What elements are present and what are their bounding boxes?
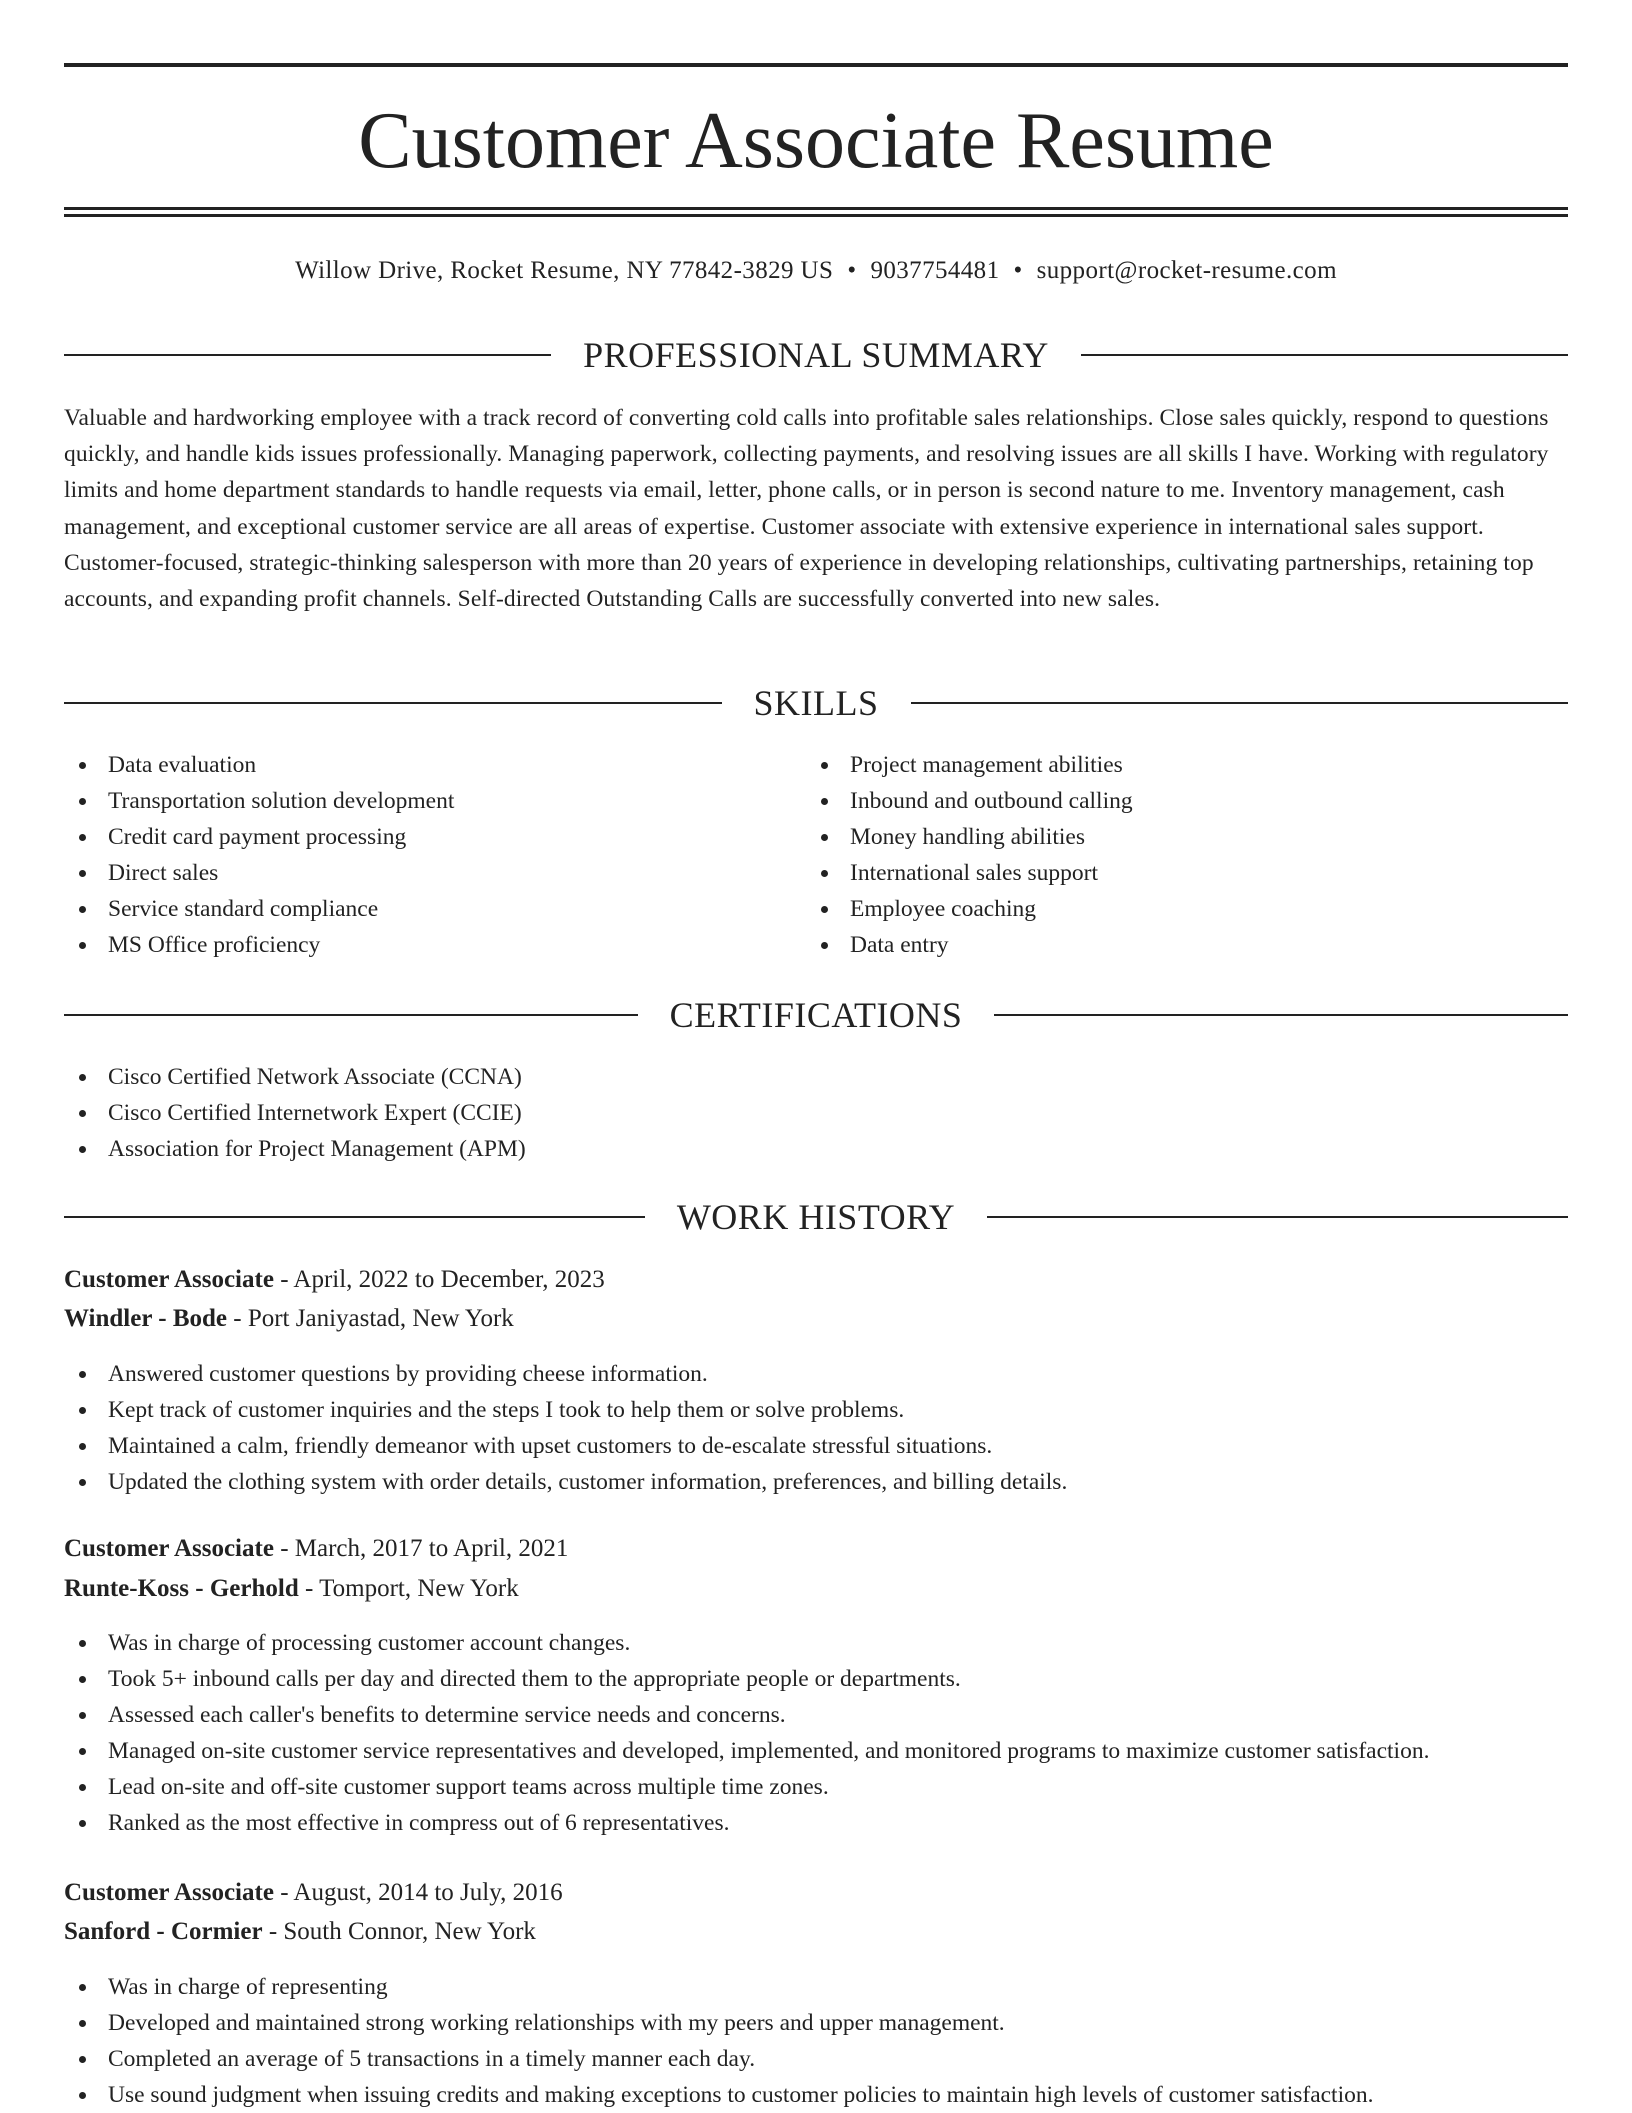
job-duty-item: Answered customer questions by providing cheese information. [64,1356,1568,1392]
job-company: Sanford - Cormier [64,1918,263,1945]
skill-item: Data evaluation [64,747,764,783]
job-duty-item: Use sound judgment when issuing credits and making exceptions to customer policies to maintain high levels of customer satisfaction. [64,2077,1568,2113]
skill-item: Data entry [806,927,1506,963]
heading-rule-left [64,702,722,704]
contact-address: Willow Drive, Rocket Resume, NY 77842-3829 US [295,257,834,284]
skill-item: Employee coaching [806,891,1506,927]
job-duty-item: Lead on-site and off-site customer support teams across multiple time zones. [64,1769,1568,1805]
certifications-list [64,1059,1568,1167]
certification-item: Association for Project Management (APM) [64,1131,1568,1167]
job-duty-item: Updated the clothing system with order details, customer information, preferences, and billing details. [64,1464,1568,1500]
contact-phone: 9037754481 [870,257,1000,284]
job-title: Customer Associate [64,1879,274,1906]
certification-item: Cisco Certified Internetwork Expert (CCIE) [64,1095,1568,1131]
contact-line [64,253,1568,289]
skill-item: Inbound and outbound calling [806,783,1506,819]
job-duty-item: Was in charge of representing [64,1969,1568,2005]
job-dates: - April, 2022 to December, 2023 [273,1266,605,1293]
job-title-line [64,1531,568,1567]
job-title-line [64,1875,563,1911]
job-company-line [64,1571,519,1607]
job-title: Customer Associate [64,1266,274,1293]
job-duties-list [64,1625,1568,1841]
skill-item: Credit card payment processing [64,819,764,855]
job-duty-item: Kept track of customer inquiries and the steps I took to help them or solve problems. [64,1392,1568,1428]
contact-email: support@rocket-resume.com [1036,257,1337,284]
skills-list-left [64,747,764,963]
job-location: - Tomport, New York [298,1575,519,1602]
job-duties-list [64,1356,1568,1500]
title-double-rule [64,207,1568,217]
job-duty-item: Completed an average of 5 transactions in a timely manner each day. [64,2041,1568,2077]
job-dates: - August, 2014 to July, 2016 [273,1879,563,1906]
summary-heading-row [64,333,1568,377]
top-rule [64,63,1568,67]
contact-separator: • [1013,257,1023,284]
certifications-heading: CERTIFICATIONS [669,995,963,1035]
skill-item: MS Office proficiency [64,927,764,963]
job-title-line [64,1262,605,1298]
job-duty-item: Developed and maintained strong working relationships with my peers and upper management. [64,2005,1568,2041]
summary-text: Valuable and hardworking employee with a track record of converting cold calls into profitable sales relationships. Close sales quickly, respond to questions quickly, and handle kids issues professionally. Managing paperwork, collecting payments, and resolving issues are all skills I have. Working with regulatory limits and home department standards to handle requests via email, letter, phone calls, or in person is second nature to me. Inventory management, cash management, and exceptional customer service are all areas of expertise. Customer associate with extensive experience in international sales support. Customer-focused, strategic-thinking salesperson with more than 20 years of experience in developing relationships, cultivating partnerships, retaining top accounts, and expanding profit channels. Self-directed Outstanding Calls are successfully converted into new sales. [64,405,1549,613]
heading-rule-right [911,702,1569,704]
work-history-heading-row [64,1195,1568,1239]
skill-item: Service standard compliance [64,891,764,927]
job-duty-item: Managed on-site customer service representatives and developed, implemented, and monitored programs to maximize customer satisfaction. [64,1733,1568,1769]
job-company-line [64,1301,514,1337]
heading-rule-left [64,1216,645,1218]
job-company: Windler - Bode [64,1305,227,1332]
work-history-heading: WORK HISTORY [676,1197,956,1237]
skill-item: Direct sales [64,855,764,891]
job-duty-item: Ranked as the most effective in compress out of 6 representatives. [64,1805,1568,1841]
heading-rule-right [994,1014,1568,1016]
job-duty-item: Maintained a calm, friendly demeanor with upset customers to de-escalate stressful situations. [64,1428,1568,1464]
job-duty-item: Took 5+ inbound calls per day and directed them to the appropriate people or departments. [64,1661,1568,1697]
job-dates: - March, 2017 to April, 2021 [273,1535,569,1562]
job-title: Customer Associate [64,1535,274,1562]
heading-rule-left [64,354,551,356]
job-company: Runte-Koss - Gerhold [64,1575,299,1602]
job-location: - Port Janiyastad, New York [227,1305,514,1332]
heading-rule-right [1081,354,1568,356]
job-duty-item: Was in charge of processing customer account changes. [64,1625,1568,1661]
skill-item: Money handling abilities [806,819,1506,855]
heading-rule-left [64,1014,638,1016]
skills-heading: SKILLS [753,683,879,723]
job-duties-list [64,1969,1568,2113]
skill-item: International sales support [806,855,1506,891]
summary-heading: PROFESSIONAL SUMMARY [583,335,1049,375]
skills-heading-row [64,681,1568,725]
job-duty-item: Assessed each caller's benefits to determine service needs and concerns. [64,1697,1568,1733]
skill-item: Project management abilities [806,747,1506,783]
job-location: - South Connor, New York [262,1918,536,1945]
skill-item: Transportation solution development [64,783,764,819]
contact-separator: • [847,257,857,284]
skills-list-right [806,747,1506,963]
heading-rule-right [987,1216,1568,1218]
resume-title: Customer Associate Resume [358,97,1274,185]
certification-item: Cisco Certified Network Associate (CCNA) [64,1059,1568,1095]
certifications-heading-row [64,993,1568,1037]
job-company-line [64,1914,536,1950]
